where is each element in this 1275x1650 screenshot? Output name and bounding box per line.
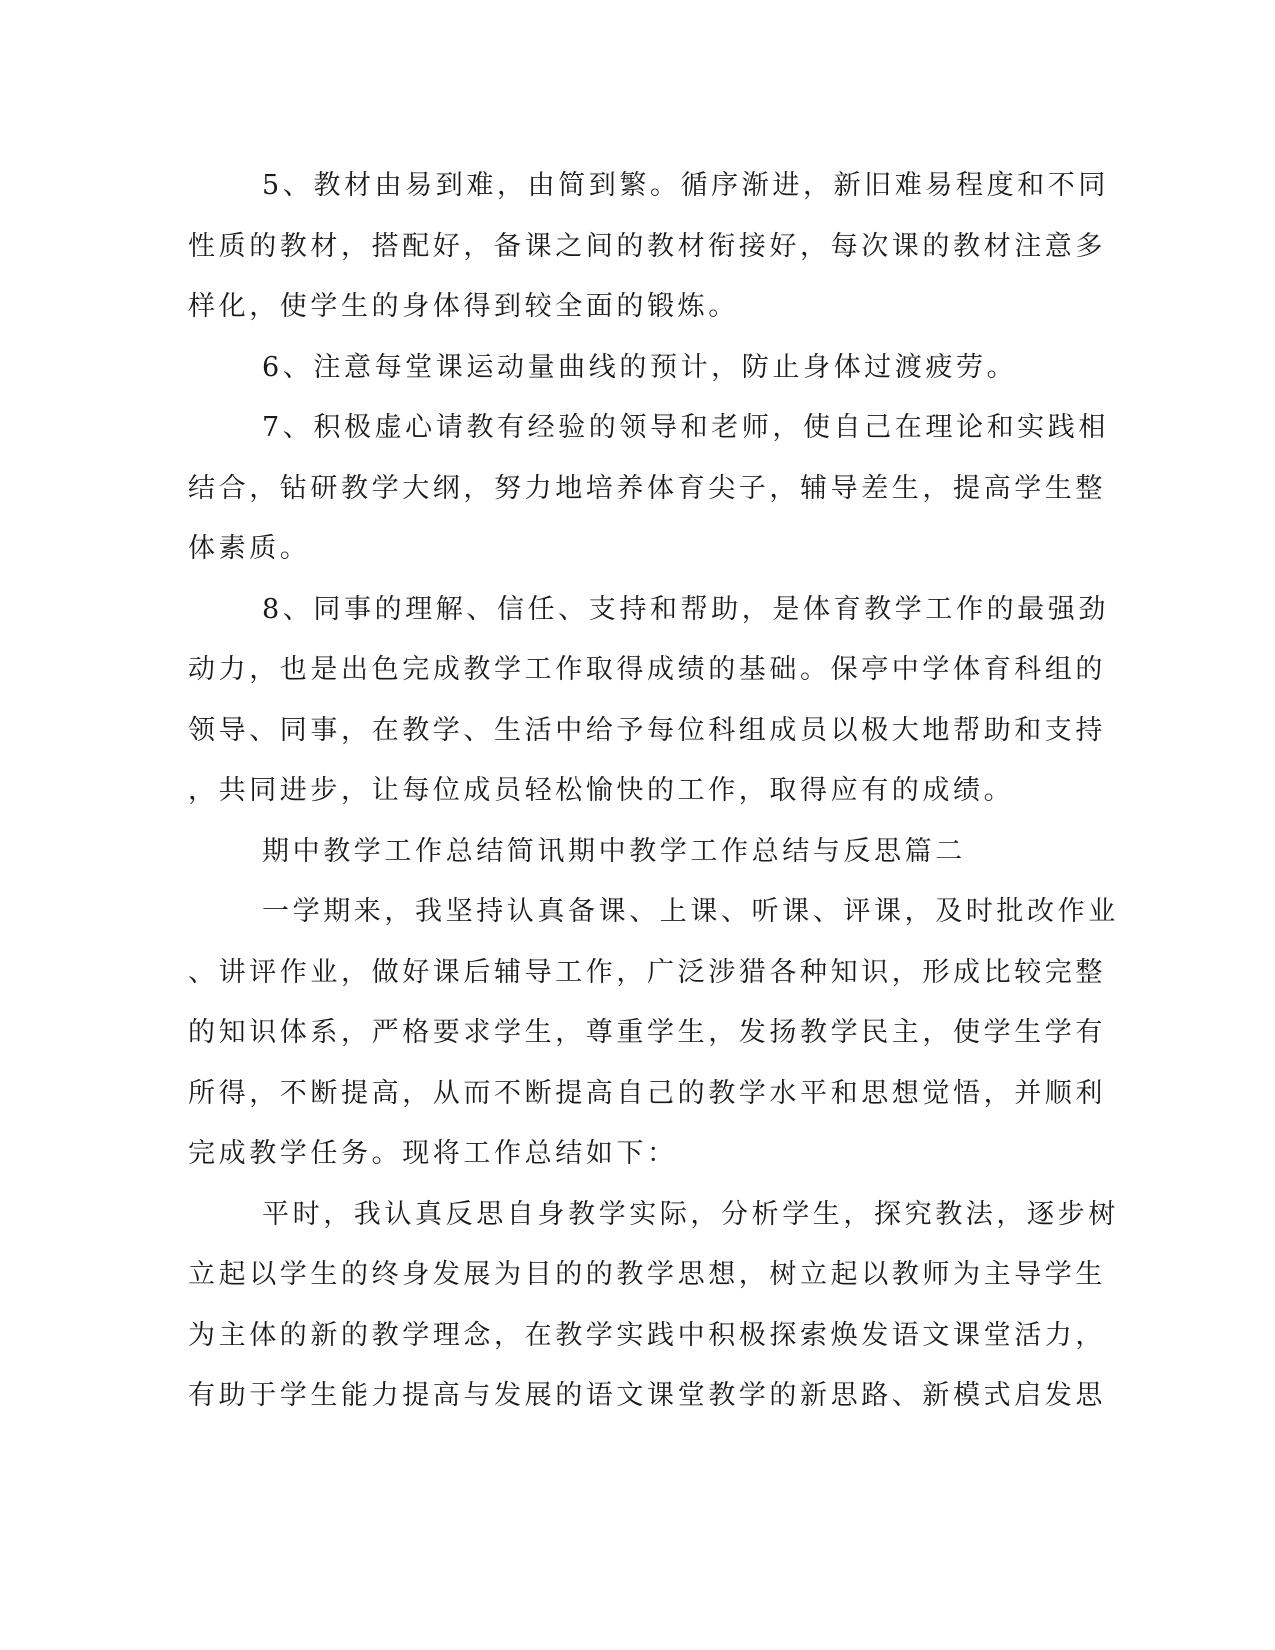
paragraph-7-line-3: 体素质。 [188, 533, 311, 564]
paragraph-intro-line-5: 完成教学任务。现将工作总结如下： [188, 1138, 678, 1169]
paragraph-5-line-3: 样化，使学生的身体得到较全面的锻炼。 [188, 291, 739, 322]
paragraph-reflection-line-4: 有助于学生能力提高与发展的语文课堂教学的新思路、新模式启发思 [188, 1380, 1106, 1411]
paragraph-reflection-line-1: 平时，我认真反思自身教学实际，分析学生，探究教法，逐步树 [262, 1198, 1119, 1230]
paragraph-intro-line-4: 所得，不断提高，从而不断提高自己的教学水平和思想觉悟，并顺利 [188, 1077, 1106, 1109]
paragraph-8-line-3: 领导、同事，在教学、生活中给予每位科组成员以极大地帮助和支持 [188, 714, 1106, 746]
section-heading: 期中教学工作总结简讯期中教学工作总结与反思篇二 [262, 835, 966, 867]
paragraph-6-line-1: 6、注意每堂课运动量曲线的预计，防止身体过渡疲劳。 [262, 351, 1018, 383]
paragraph-reflection-line-2: 立起以学生的终身发展为目的的教学思想，树立起以教师为主导学生 [188, 1259, 1106, 1290]
paragraph-5-line-2: 性质的教材，搭配好，备课之间的教材衔接好，每次课的教材注意多 [188, 230, 1106, 262]
document-body [188, 156, 1119, 1427]
paragraph-5-line-1: 5、教材由易到难，由简到繁。循序渐进，新旧难易程度和不同 [262, 170, 1109, 201]
paragraph-intro-line-2: 、讲评作业，做好课后辅导工作，广泛涉猎各种知识，形成比较完整 [188, 956, 1106, 988]
paragraph-7-line-1: 7、积极虚心请教有经验的领导和老师，使自己在理论和实践相 [262, 412, 1109, 443]
paragraph-8-line-4: ，共同进步，让每位成员轻松愉快的工作，取得应有的成绩。 [188, 775, 1015, 806]
paragraph-7-line-2: 结合，钻研教学大纲，努力地培养体育尖子，辅导差生，提高学生整 [188, 472, 1106, 504]
paragraph-intro-line-3: 的知识体系，严格要求学生，尊重学生，发扬教学民主，使学生学有 [188, 1017, 1106, 1048]
paragraph-reflection-line-3: 为主体的新的教学理念，在教学实践中积极探索焕发语文课堂活力， [188, 1319, 1106, 1351]
paragraph-8-line-2: 动力，也是出色完成教学工作取得成绩的基础。保亭中学体育科组的 [188, 654, 1106, 685]
paragraph-intro-line-1: 一学期来，我坚持认真备课、上课、听课、评课，及时批改作业 [262, 896, 1119, 927]
paragraph-8-line-1: 8、同事的理解、信任、支持和帮助，是体育教学工作的最强劲 [262, 593, 1109, 625]
